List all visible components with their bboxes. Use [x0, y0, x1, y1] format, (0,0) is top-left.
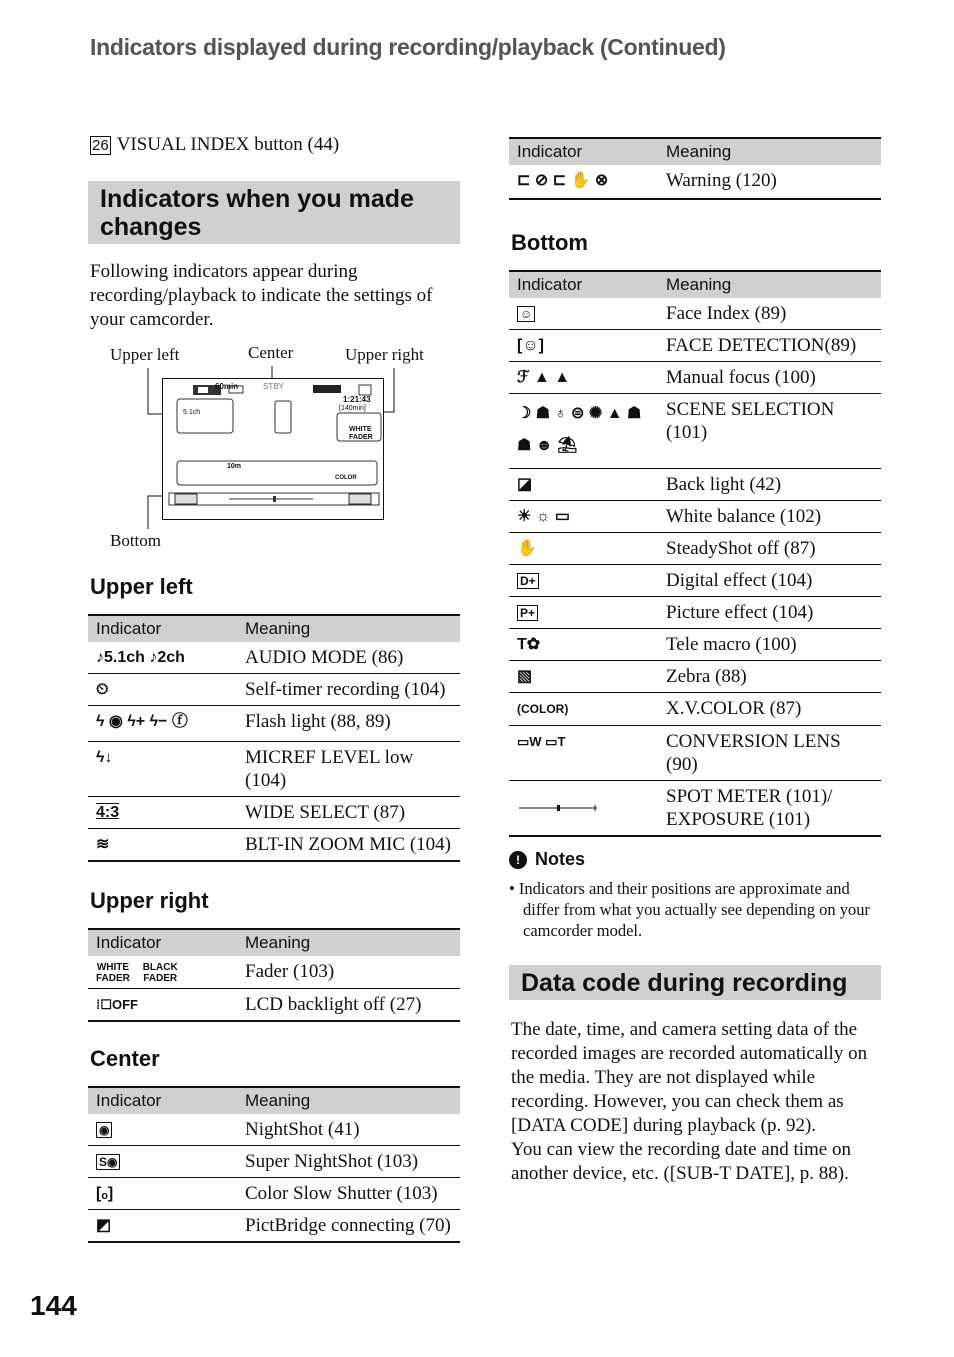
- section-intro: Following indicators appear during recording/playback to indicate the settings of your camcorder.: [90, 261, 433, 330]
- meaning-cell: Manual focus (100): [658, 362, 881, 394]
- subhead-bottom: Bottom: [511, 230, 588, 255]
- table-row: [88, 674, 460, 706]
- table-upper-right: [88, 928, 460, 1022]
- meaning-cell: Super NightShot (103): [237, 1146, 460, 1178]
- table-row: [88, 989, 460, 1022]
- table-row: [509, 533, 881, 565]
- table-bottom: [509, 270, 881, 837]
- scene-selection-icon: ☽ ☗ ♁ ⊜: [517, 405, 585, 422]
- table-row: [509, 781, 881, 837]
- col-indicator: Indicator: [509, 271, 658, 298]
- subhead-upper-left: Upper left: [90, 574, 193, 599]
- table-row: [509, 330, 881, 362]
- meaning-cell: Fader (103): [237, 956, 460, 989]
- meaning-cell: NightShot (41): [237, 1114, 460, 1146]
- color-slow-shutter-icon: [ₒ]: [96, 1185, 114, 1202]
- table-row: [509, 726, 881, 781]
- scene-selection-icon-3: ☗ ☻ ⛱: [517, 437, 578, 454]
- warning-icon: ⊏ ⊘ ⊏: [517, 172, 567, 189]
- flash-off-icon: ⓕ: [171, 713, 188, 730]
- notes-heading: [509, 849, 881, 870]
- table-row: [509, 362, 881, 394]
- data-code-para-2: You can view the recording date and time on another device, etc. ([SUB-T DATE], p. 88).: [511, 1139, 851, 1184]
- meaning-cell: LCD backlight off (27): [237, 989, 460, 1022]
- table-row: [88, 1178, 460, 1210]
- note-text: Indicators and their positions are approximate and differ from what you actually see depending on your camcorder model.: [518, 879, 871, 940]
- meaning-cell: SCENE SELECTION (101): [658, 394, 881, 469]
- screen-fader-1: WHITE: [349, 426, 372, 433]
- meaning-cell: Color Slow Shutter (103): [237, 1178, 460, 1210]
- table-row: [88, 706, 460, 742]
- meaning-cell: BLT-IN ZOOM MIC (104): [237, 829, 460, 862]
- table-row: [88, 1146, 460, 1178]
- lcd-backlight-off-icon: ⁞☐OFF: [96, 997, 138, 1012]
- meaning-cell: PictBridge connecting (70): [237, 1210, 460, 1243]
- note-item: • Indicators and their positions are approximate and differ from what you actually see depending on your camcorder model.: [509, 879, 871, 940]
- audio-mode-icon: ♪5.1ch ♪2ch: [96, 649, 185, 666]
- digital-effect-icon: D+: [517, 573, 539, 589]
- meaning-cell: AUDIO MODE (86): [237, 642, 460, 674]
- col-meaning: Meaning: [237, 615, 460, 642]
- label-center: Center: [248, 343, 294, 362]
- visual-index-line: [90, 130, 460, 160]
- right-column: [509, 137, 881, 1186]
- table-row: [88, 797, 460, 829]
- col-indicator: Indicator: [88, 615, 237, 642]
- table-upper-left: [88, 614, 460, 862]
- meaning-cell: Picture effect (104): [658, 597, 881, 629]
- item-number-box: 26: [92, 136, 109, 154]
- table-row: [88, 829, 460, 862]
- black-fader-line1: BLACK: [142, 962, 178, 973]
- subhead-center: Center: [90, 1046, 160, 1071]
- table-row: [509, 693, 881, 726]
- running-header: Indicators displayed during recording/playback (Continued): [90, 34, 726, 60]
- meaning-cell: Flash light (88, 89): [237, 706, 460, 742]
- meaning-cell: Back light (42): [658, 469, 881, 501]
- scene-selection-icon-2: ✺ ▲ ☗: [588, 405, 642, 422]
- section-heading-changes: Indicators when you made changes: [88, 181, 460, 244]
- table-row: [509, 394, 881, 469]
- white-fader-line2: FADER: [96, 973, 130, 984]
- col-meaning: Meaning: [658, 271, 881, 298]
- picture-effect-icon: P+: [517, 605, 538, 621]
- table-warning: [509, 137, 881, 200]
- steadyshot-off-icon: ✋: [517, 540, 537, 557]
- table-row: [88, 956, 460, 989]
- self-timer-icon: ⏲: [96, 681, 109, 698]
- table-row: [88, 1114, 460, 1146]
- nightshot-icon: ◉: [96, 1122, 112, 1138]
- black-fader-line2: FADER: [143, 973, 178, 984]
- meaning-cell: FACE DETECTION(89): [658, 330, 881, 362]
- meaning-cell: White balance (102): [658, 501, 881, 533]
- notes-title: Notes: [535, 849, 586, 869]
- meaning-cell: SPOT METER (101)/ EXPOSURE (101): [658, 781, 881, 837]
- col-meaning: Meaning: [237, 1087, 460, 1114]
- white-balance-icon: ☀ ☼ ▭: [517, 508, 571, 525]
- conversion-lens-icon: ▭W ▭T: [517, 734, 566, 749]
- table-row: [509, 661, 881, 693]
- meaning-cell: WIDE SELECT (87): [237, 797, 460, 829]
- col-indicator: Indicator: [88, 929, 237, 956]
- col-meaning: Meaning: [658, 138, 881, 165]
- black-fader-icon: [143, 962, 178, 984]
- visual-index-text: VISUAL INDEX button (44): [116, 134, 340, 155]
- micref-icon: ϟ↓: [96, 749, 113, 766]
- subhead-upper-right: Upper right: [90, 888, 209, 913]
- meaning-cell: Zebra (88): [658, 661, 881, 693]
- screen-status: STBY: [263, 382, 284, 391]
- table-row: [509, 469, 881, 501]
- col-meaning: Meaning: [237, 929, 460, 956]
- pictbridge-icon: ◩: [96, 1217, 112, 1234]
- meaning-cell: X.V.COLOR (87): [658, 693, 881, 726]
- spot-meter-icon: [517, 803, 601, 813]
- super-nightshot-icon: S◉: [96, 1154, 120, 1170]
- zoom-mic-icon: ≋: [96, 836, 110, 853]
- label-bottom: Bottom: [110, 531, 162, 550]
- label-upper-right: Upper right: [345, 345, 424, 364]
- warning-icon-2: ✋ ⊗: [570, 172, 609, 189]
- meaning-cell: Face Index (89): [658, 298, 881, 330]
- face-index-icon: ☺: [517, 306, 535, 322]
- meaning-cell: SteadyShot off (87): [658, 533, 881, 565]
- flash-icon: ϟ ◉ ϟ+ ϟ−: [96, 713, 168, 730]
- left-column: [88, 130, 460, 1243]
- manual-focus-icon: ℱ ▲ ▲: [517, 369, 571, 386]
- table-row: [509, 629, 881, 661]
- screen-diagram: [88, 344, 460, 556]
- table-row: [509, 597, 881, 629]
- face-detection-icon: [☺]: [517, 337, 544, 354]
- table-row: [88, 1210, 460, 1243]
- data-code-para-1: The date, time, and camera setting data of the recorded images are recorded automatically on the media. They are not displayed while recording. However, you can check them as [DATA CODE] during playback (p. 92).: [511, 1019, 868, 1136]
- xv-color-icon: (COLOR): [517, 702, 569, 716]
- white-fader-line1: WHITE: [96, 962, 130, 973]
- wide-select-icon: 4:3: [96, 804, 120, 821]
- white-fader-icon: [96, 962, 130, 984]
- screen-battery: 60min: [215, 382, 239, 391]
- zebra-icon: ▧: [517, 668, 533, 685]
- table-row: [509, 298, 881, 330]
- meaning-cell: Self-timer recording (104): [237, 674, 460, 706]
- section-heading-data-code: Data code during recording: [509, 965, 881, 1000]
- table-row: [509, 165, 881, 199]
- screen-time: 1:21:43: [343, 395, 371, 404]
- table-row: [509, 565, 881, 597]
- screen-fader-2: FADER: [349, 434, 373, 441]
- table-row: [88, 742, 460, 797]
- back-light-icon: ◪: [517, 476, 533, 493]
- notes-icon: !: [509, 851, 527, 869]
- table-row: [88, 642, 460, 674]
- table-row: [509, 501, 881, 533]
- page-number: 144: [30, 1290, 77, 1321]
- meaning-cell: CONVERSION LENS (90): [658, 726, 881, 781]
- screen-audio: 5.1ch: [183, 409, 201, 416]
- meaning-cell: Tele macro (100): [658, 629, 881, 661]
- screen-remaining: [140min]: [339, 405, 366, 412]
- meaning-cell: Digital effect (104): [658, 565, 881, 597]
- screen-color: COLOR: [335, 475, 357, 481]
- table-center: [88, 1086, 460, 1243]
- col-indicator: Indicator: [88, 1087, 237, 1114]
- camcorder-screen: [162, 378, 384, 520]
- meaning-cell: Warning (120): [658, 165, 881, 199]
- col-indicator: Indicator: [509, 138, 658, 165]
- label-upper-left: Upper left: [110, 345, 180, 364]
- meaning-cell: MICREF LEVEL low (104): [237, 742, 460, 797]
- screen-timer: 10m: [227, 463, 242, 470]
- tele-macro-icon: T✿: [517, 636, 541, 653]
